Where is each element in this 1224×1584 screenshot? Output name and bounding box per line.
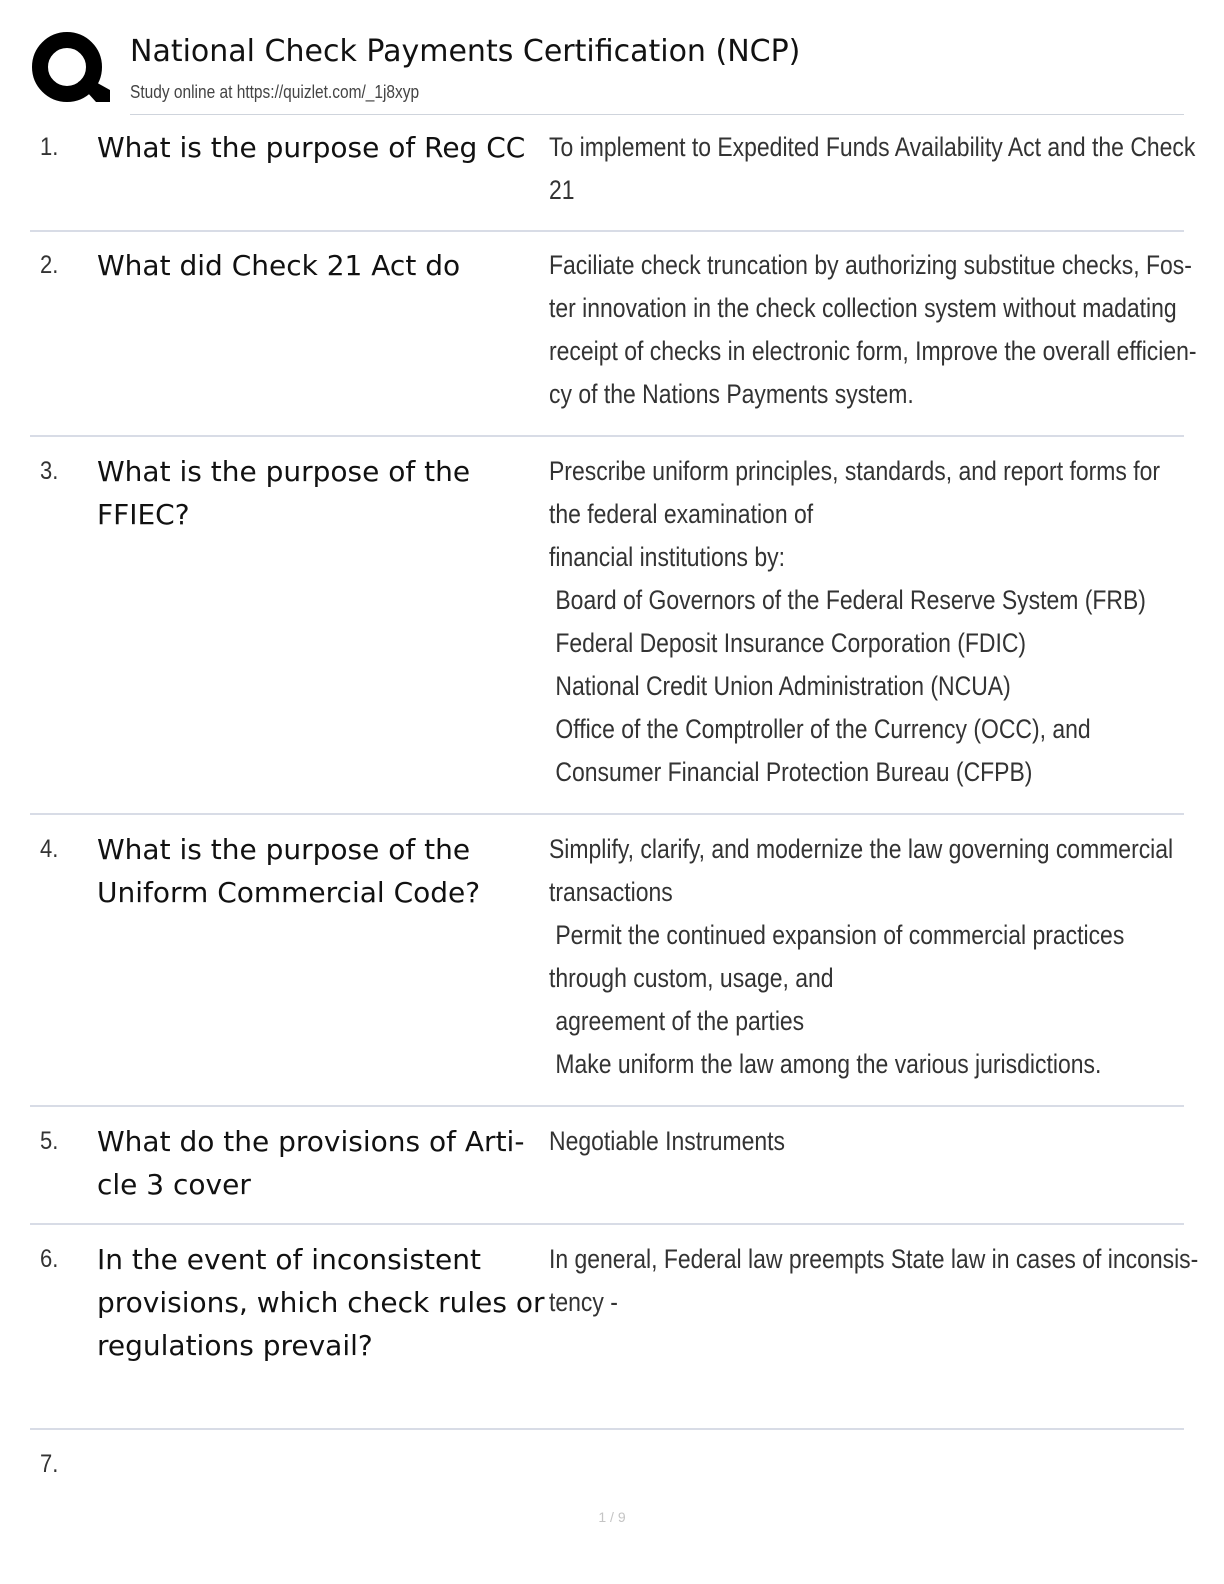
card-definition xyxy=(549,450,1161,794)
definition-line: tency - xyxy=(549,1287,618,1317)
definition-line: Negotiable Instruments xyxy=(549,1126,786,1156)
definition-line: Permit the continued expansion of commercial practices xyxy=(549,920,1125,950)
definition-line: Faciliate check truncation by authorizing substitue checks, Fos- xyxy=(549,250,1192,280)
definition-line: Board of Governors of the Federal Reserve System (FRB) xyxy=(549,585,1146,615)
definition-line: 21 xyxy=(549,175,575,205)
quizlet-logo-icon xyxy=(30,30,110,110)
flashcard xyxy=(30,232,1197,437)
flashcard xyxy=(30,437,1184,815)
card-number: 1. xyxy=(40,133,59,161)
flashcard-list xyxy=(30,115,1199,1500)
definition-line: agreement of the parties xyxy=(549,1006,805,1036)
card-number: 3. xyxy=(40,457,59,485)
definition-line: cy of the Nations Payments system. xyxy=(549,379,914,409)
definition-line: In general, Federal law preempts State law in cases of inconsis- xyxy=(549,1244,1199,1274)
definition-line: Prescribe uniform principles, standards, and report forms for xyxy=(549,456,1160,486)
study-online-link[interactable]: Study online at https://quizlet.com/_1j8xyp xyxy=(130,82,420,102)
definition-line: transactions xyxy=(549,877,673,907)
definition-line: Simplify, clarify, and modernize the law governing commercial xyxy=(549,834,1174,864)
card-number: 6. xyxy=(40,1245,59,1273)
definition-line: receipt of checks in electronic form, Improve the overall efficien- xyxy=(549,336,1197,366)
card-definition xyxy=(549,126,1196,212)
definition-line: the federal examination of xyxy=(549,499,814,529)
definition-line: To implement to Expedited Funds Availability Act and the Check xyxy=(549,132,1196,162)
document-title: National Check Payments Certification (NCP) xyxy=(130,34,801,69)
page-number: 1 / 9 xyxy=(598,1509,626,1525)
flashcard xyxy=(30,115,1196,232)
card-term: In the event of inconsistent provisions, which check rules or regulations prevail? xyxy=(97,1243,545,1362)
card-definition xyxy=(549,244,1197,416)
definition-line: Make uniform the law among the various jurisdictions. xyxy=(549,1049,1102,1079)
card-term: What did Check 21 Act do xyxy=(97,249,461,282)
definition-line: financial institutions by: xyxy=(549,542,786,572)
card-number: 7. xyxy=(40,1450,59,1478)
definition-line: National Credit Union Administration (NCUA) xyxy=(549,671,1011,701)
definition-line: Office of the Comptroller of the Currency (OCC), and xyxy=(549,714,1091,744)
definition-line: Consumer Financial Protection Bureau (CFPB) xyxy=(549,757,1033,787)
card-definition xyxy=(549,1238,1199,1324)
flashcard xyxy=(30,815,1184,1107)
card-term: What do the provisions of Arti- cle 3 cover xyxy=(97,1125,525,1201)
card-number: 5. xyxy=(40,1127,59,1155)
card-definition xyxy=(549,1120,1161,1163)
card-term: What is the purpose of the FFIEC? xyxy=(97,455,471,531)
card-number: 2. xyxy=(40,251,59,279)
flashcard xyxy=(30,1107,1184,1225)
definition-line: Federal Deposit Insurance Corporation (FDIC) xyxy=(549,628,1027,658)
card-term: What is the purpose of the Uniform Commercial Code? xyxy=(97,833,481,909)
card-definition xyxy=(549,828,1174,1086)
card-term: What is the purpose of Reg CC xyxy=(97,131,526,164)
flashcard xyxy=(30,1430,1184,1500)
definition-line: ter innovation in the check collection system without madating xyxy=(549,293,1177,323)
flashcard xyxy=(30,1225,1199,1430)
card-number: 4. xyxy=(40,835,59,863)
definition-line: through custom, usage, and xyxy=(549,963,834,993)
